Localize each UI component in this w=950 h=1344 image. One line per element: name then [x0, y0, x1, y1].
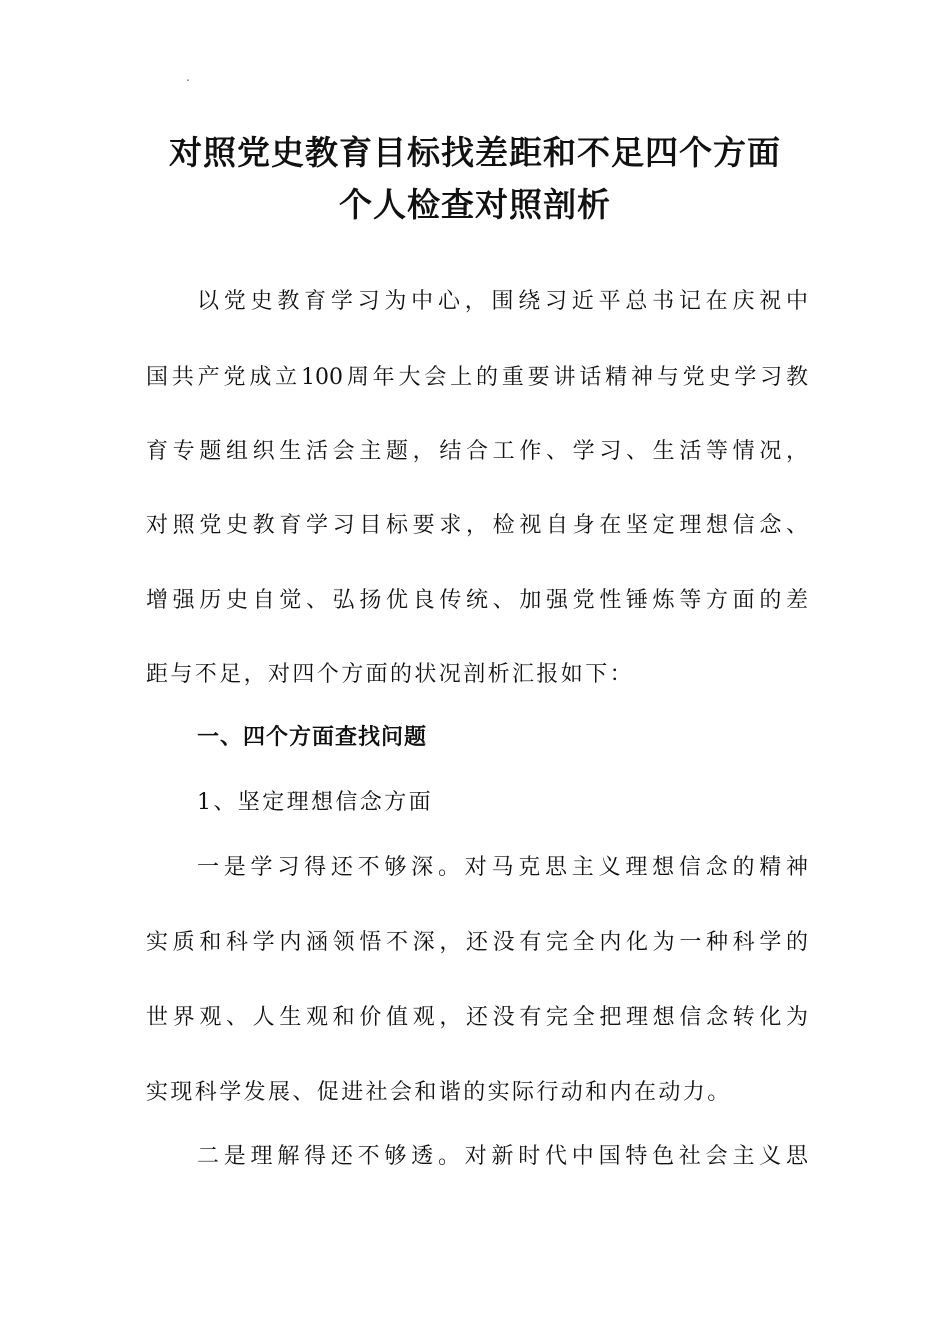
paragraph-line: 世界观、人生观和价值观，还没有完全把理想信念转化为 [146, 1005, 808, 1030]
intro-line: 增强历史自觉、弘扬优良传统、加强党性锤炼等方面的差 [146, 588, 808, 613]
page-marker: . [186, 70, 190, 84]
paragraph-line: 实现科学发展、促进社会和谐的实际行动和内在动力。 [146, 1080, 732, 1105]
subsection-heading: 1、坚定理想信念方面 [197, 790, 433, 815]
intro-line: 距与不足，对四个方面的状况剖析汇报如下： [146, 662, 635, 687]
document-title-line-2: 个人检查对照剖析 [339, 185, 611, 224]
intro-line: 育专题组织生活会主题，结合工作、学习、生活等情况， [146, 439, 808, 464]
section-heading: 一、四个方面查找问题 [197, 725, 428, 750]
paragraph-line: 一是学习得还不够深。对马克思主义理想信念的精神 [197, 855, 808, 880]
paragraph-line: 二是理解得还不够透。对新时代中国特色社会主义思 [197, 1144, 808, 1169]
document-title-line-1: 对照党史教育目标找差距和不足四个方面 [169, 133, 781, 172]
intro-line: 国共产党成立100周年大会上的重要讲话精神与党史学习教 [146, 365, 808, 390]
intro-line: 对照党史教育学习目标要求，检视自身在坚定理想信念、 [146, 513, 808, 538]
paragraph-line: 实质和科学内涵领悟不深，还没有完全内化为一种科学的 [146, 930, 808, 955]
intro-line: 以党史教育学习为中心，围绕习近平总书记在庆祝中 [197, 289, 808, 314]
